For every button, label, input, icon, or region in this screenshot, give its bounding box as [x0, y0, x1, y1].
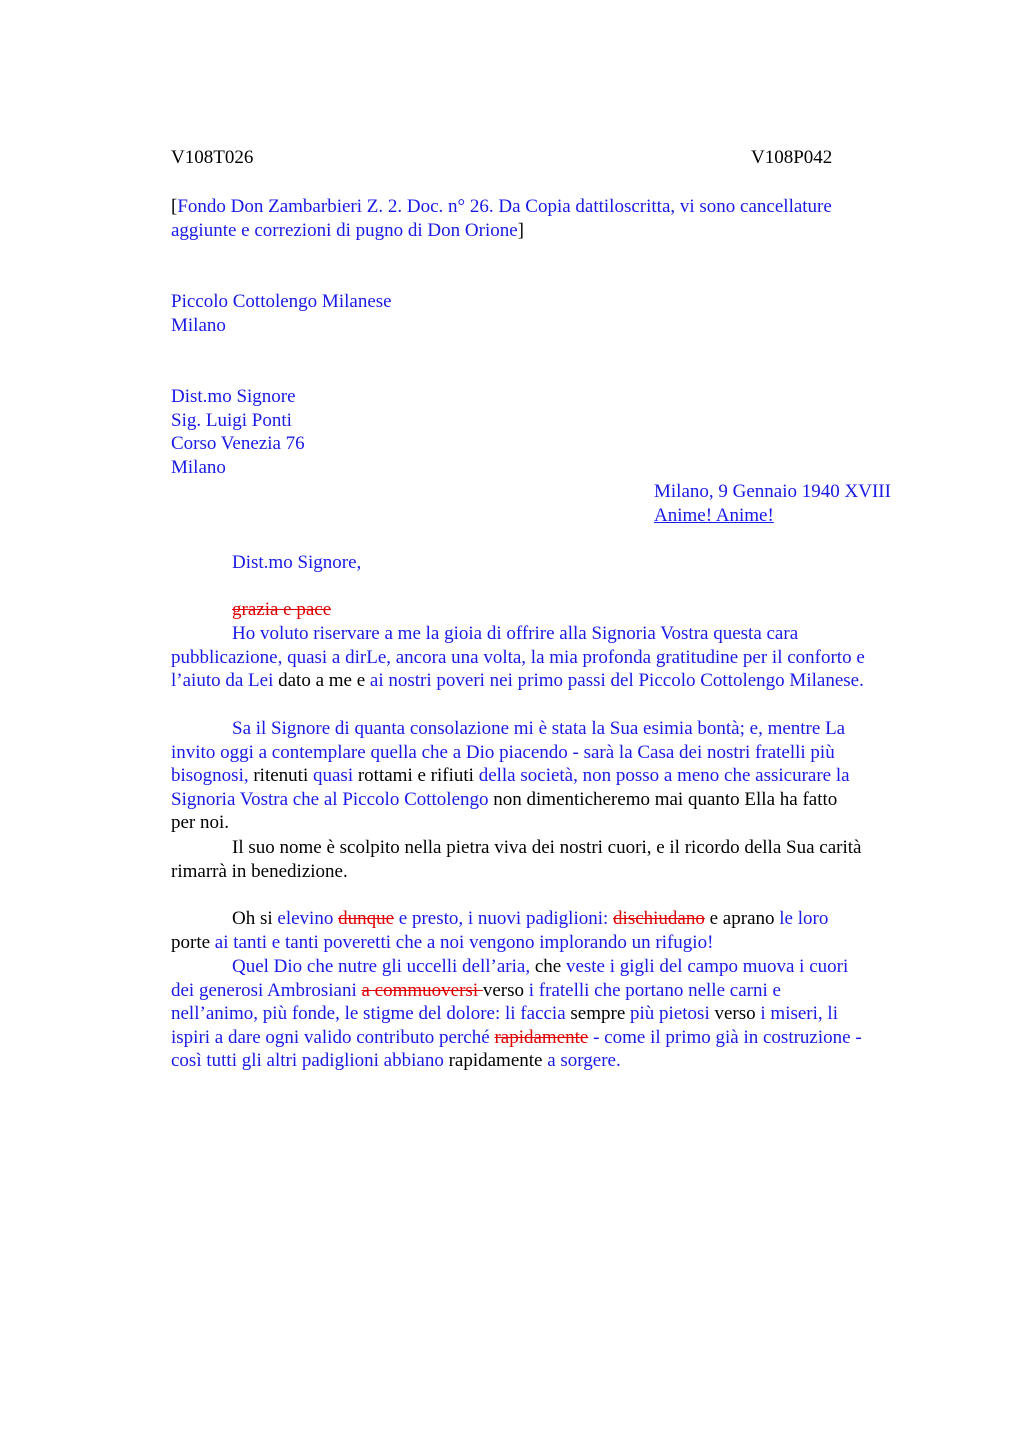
paragraph-2-line: Sa il Signore di quanta consolazione mi è stata la Sua esimia bontà; e, mentre La	[232, 718, 846, 739]
paragraph-2-line: Signoria Vostra che al Piccolo Cottolengo non dimenticheremo mai quanto Ella ha fatto	[171, 788, 838, 810]
paragraph-5-line: ispiri a dare ogni valido contributo perché rapidamente - come il primo già in costruzione -	[171, 1026, 862, 1048]
motto: Anime! Anime!	[654, 504, 774, 526]
paragraph-1-line: Ho voluto riservare a me la gioia di offrire alla Signoria Vostra questa cara	[232, 623, 799, 644]
sender-name: Piccolo Cottolengo Milanese	[171, 291, 392, 312]
paragraph-3-line: rimarrà in benedizione.	[171, 860, 348, 882]
recipient-title: Dist.mo Signore	[171, 386, 296, 407]
paragraph-5-line: così tutti gli altri padiglioni abbiano rapidamente a sorgere.	[171, 1050, 621, 1071]
recipient-city: Milano	[171, 456, 226, 478]
document-code-left: V108T026	[171, 147, 254, 168]
recipient-street: Corso Venezia 76	[171, 433, 305, 454]
paragraph-2-line: invito oggi a contemplare quella che a Dio piacendo - sarà la Casa dei nostri fratelli più	[171, 741, 835, 763]
paragraph-3	[171, 836, 861, 883]
paragraph-1-line: l’aiuto da Lei dato a me e ai nostri poveri nei primo passi del Piccolo Cottolengo Milanese.	[171, 670, 864, 691]
archive-note	[171, 195, 832, 242]
salutation: Dist.mo Signore,	[232, 552, 362, 573]
archive-note-line-2: aggiunte e correzioni di pugno di Don Orione]	[171, 219, 524, 241]
paragraph-4-line: porte ai tanti e tanti poveretti che a noi vengono implorando un rifugio!	[171, 931, 714, 953]
paragraph-2-line: bisognosi, ritenuti quasi rottami e rifiuti della società, non posso a meno che assicurare la	[171, 765, 850, 786]
paragraph-5-line: Quel Dio che nutre gli uccelli dell’aria, che veste i gigli del campo muova i cuori	[232, 956, 849, 977]
paragraph-2	[171, 717, 850, 835]
sender-block	[171, 290, 392, 337]
paragraph-1-line: pubblicazione, quasi a dirLe, ancora una volta, la mia profonda gratitudine per il conforto e	[171, 646, 865, 668]
dateline	[654, 480, 891, 527]
paragraph-4	[171, 907, 828, 954]
paragraph-5	[171, 955, 862, 1073]
paragraph-5-line: dei generosi Ambrosiani a commuoversi verso i fratelli che portano nelle carni e	[171, 979, 781, 1001]
archive-note-line-1: [Fondo Don Zambarbieri Z. 2. Doc. n° 26. Da Copia dattiloscritta, vi sono cancellature	[171, 196, 832, 217]
paragraph-4-line: Oh si elevino dunque e presto, i nuovi padiglioni: dischiudano e aprano le loro	[232, 908, 829, 929]
paragraph-3-line: Il suo nome è scolpito nella pietra viva dei nostri cuori, e il ricordo della Sua carità	[232, 837, 862, 858]
struck-greeting: grazia e pace	[232, 599, 332, 620]
paragraph-5-line: nell’animo, più fonde, le stigme del dolore: li faccia sempre più pietosi verso i miseri, li	[171, 1003, 838, 1024]
paragraph-2-line: per noi.	[171, 812, 230, 833]
letter-date: Milano, 9 Gennaio 1940 XVIII	[654, 481, 891, 502]
sender-city: Milano	[171, 314, 226, 336]
recipient-block	[171, 385, 305, 479]
document-code-right: V108P042	[751, 147, 833, 168]
paragraph-1	[171, 622, 865, 693]
recipient-name: Sig. Luigi Ponti	[171, 409, 292, 431]
